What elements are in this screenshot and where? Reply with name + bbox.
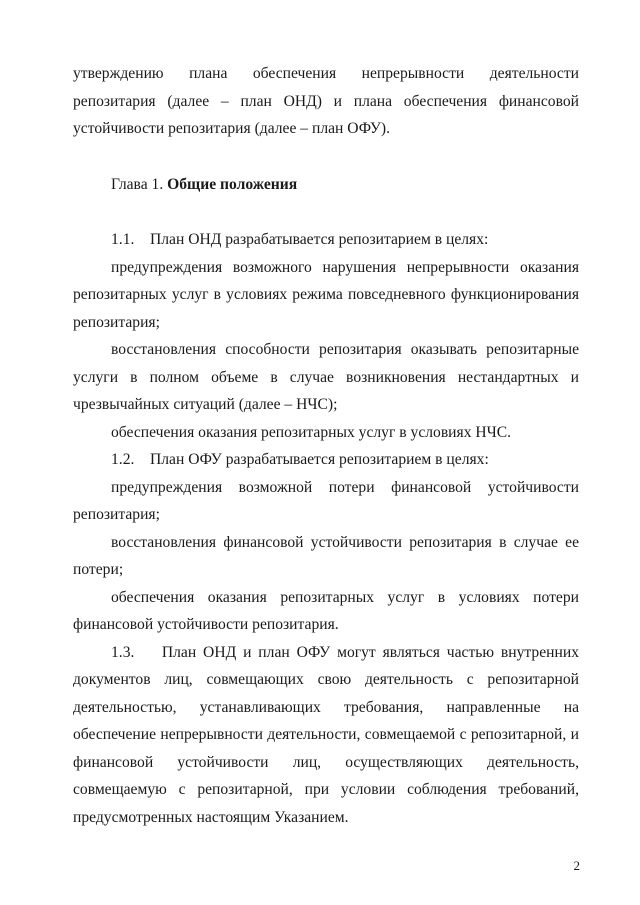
clause-1-1-item-b: восстановления способности репозитария оказывать репозитарные услуги в полном объеме в случае возникновения нестандартных и чрезвычайных ситуаций (далее – НЧС); [73, 341, 579, 413]
clause-1-2-item-b: восстановления финансовой устойчивости репозитария в случае ее потери; [73, 533, 579, 578]
clause-1-2-item-c: обеспечения оказания репозитарных услуг в условиях потери финансовой устойчивости репозитария. [73, 588, 579, 633]
chapter-heading [73, 171, 579, 199]
clause-1-1: 1.1. План ОНД разрабатывается репозитарием в целях: [111, 231, 489, 248]
intro-paragraph: утверждению плана обеспечения непрерывности деятельности репозитария (далее – план ОНД) и плана обеспечения финансовой устойчивости репозитария (далее – план ОФУ). [73, 65, 579, 137]
document-page [73, 60, 579, 831]
clause-1-2-item-a: предупреждения возможной потери финансовой устойчивости репозитария; [73, 478, 579, 523]
chapter-title: Общие положения [167, 175, 298, 193]
clause-1-1-item-c: обеспечения оказания репозитарных услуг в условиях НЧС. [111, 423, 512, 441]
clause-1-2: 1.2. План ОФУ разрабатывается репозитарием в целях: [111, 451, 489, 468]
chapter-prefix: Глава 1. [111, 175, 164, 193]
clause-1-3: 1.3. План ОНД и план ОФУ могут являться частью внутренних документов лиц, совмещающих свою деятельность с репозитарной деятельностью, устанавливающих требования, направленные на обеспечение непрерывности деятельности, совмещаемой с репозитарной, и финансовой устойчивости лиц, осуществляющих деятельность, совмещаемую с репозитарной, при условии соблюдения требований, предусмотренных настоящим Указанием. [73, 643, 579, 826]
clause-1-1-item-a: предупреждения возможного нарушения непрерывности оказания репозитарных услуг в условиях режима повседневного функционирования репозитария; [73, 258, 579, 331]
page-number: 2 [573, 858, 580, 873]
